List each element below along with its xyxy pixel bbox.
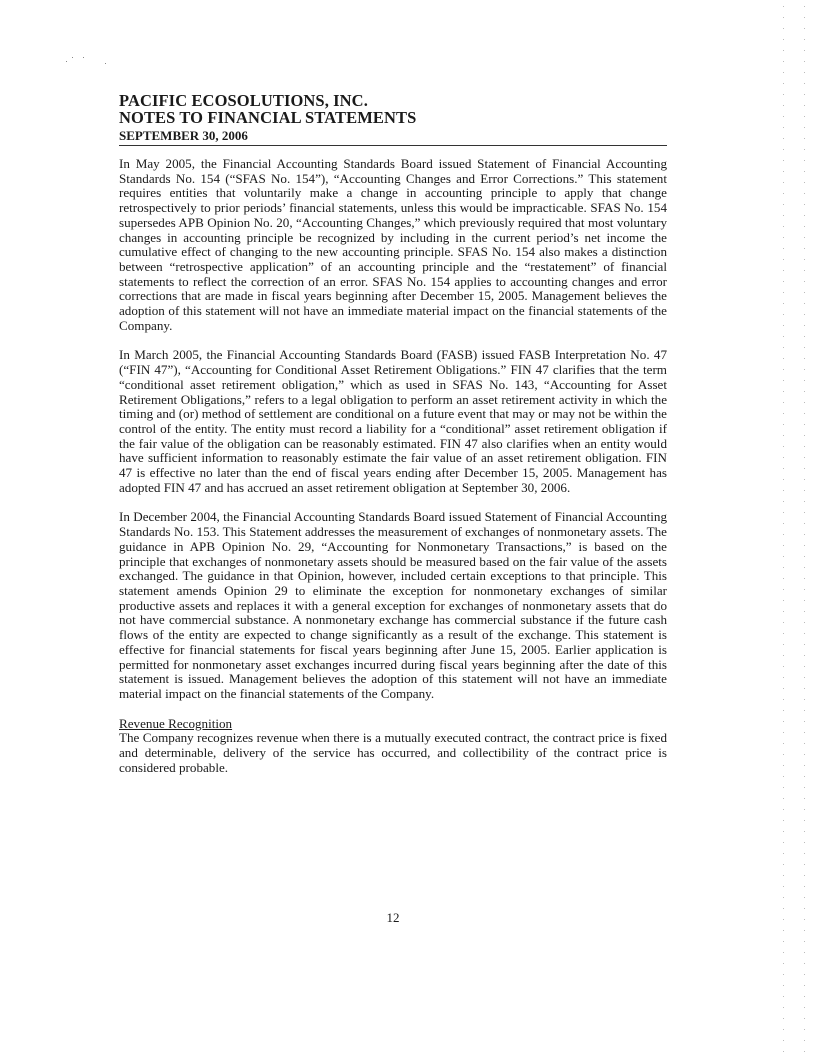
scan-speck <box>72 57 73 58</box>
page-number: 12 <box>386 910 400 925</box>
statement-date: SEPTEMBER 30, 2006 <box>119 128 248 143</box>
section-title-revenue-recognition: Revenue Recognition <box>119 715 233 731</box>
document-page <box>119 91 667 925</box>
scan-speck <box>66 61 67 62</box>
paragraph-sfas-153: In December 2004, the Financial Accounting Standards Board issued Statement of Financial Accounting Standards No. 153. This Statement addresses the measurement of exchanges of nonmonetary assets. The guidance in APB Opinion No. 29, “Accounting for Nonmonetary Transactions,” is based on the principle that exchanges of nonmonetary assets should be measured based on the fair value of the assets exchanged. The guidance in that Opinion, however, included certain exceptions to that principle. This statement amends Opinion 29 to eliminate the exception for nonmonetary exchanges of similar productive assets and replaces it with a general exception for exchanges of nonmonetary assets that do not have commercial substance. A nonmonetary exchange has commercial substance if the future cash flows of the entity are expected to change significantly as a result of the exchange. This statement is effective for financial statements for fiscal years beginning after June 15, 2005. Earlier application is permitted for nonmonetary asset exchanges incurred during fiscal years beginning after the date of this statement is issued. Management believes the adoption of this statement will not have an immediate material impact on the financial statements of the Company. <box>119 509 667 701</box>
company-name: PACIFIC ECOSOLUTIONS, INC. <box>119 91 368 110</box>
paragraph-fin-47: In March 2005, the Financial Accounting Standards Board (FASB) issued FASB Interpretation No. 47 (“FIN 47”), “Accounting for Conditional Asset Retirement Obligations.” FIN 47 clarifies that the term “conditional asset retirement obligation,” which as used in SFAS No. 143, “Accounting for Asset Retirement Obligations,” refers to a legal obligation to perform an asset retirement activity in which the timing and (or) method of settlement are conditional on a future event that may or may not be within the control of the entity. The entity must record a liability for a “conditional” asset retirement obligation if the fair value of the obligation can be reasonably estimated. FIN 47 also clarifies when an entity would have sufficient information to reasonably estimate the fair value of an asset retirement obligation. FIN 47 is effective no later than the end of fiscal years ending after December 15, 2005. Management has adopted FIN 47 and has accrued an asset retirement obligation at September 30, 2006. <box>119 347 667 495</box>
document-title: NOTES TO FINANCIAL STATEMENTS <box>119 108 417 127</box>
paragraph-revenue-recognition: The Company recognizes revenue when there is a mutually executed contract, the contract price is fixed and determinable, delivery of the service has occurred, and collectibility of the contract price is considered probable. <box>119 730 667 775</box>
paragraph-sfas-154: In May 2005, the Financial Accounting Standards Board issued Statement of Financial Accounting Standards No. 154 (“SFAS No. 154”), “Accounting Changes and Error Corrections.” This statement requires entities that voluntarily make a change in accounting principle to apply that change retrospectively to prior periods’ financial statements, unless this would be impracticable. SFAS No. 154 supersedes APB Opinion No. 20, “Accounting Changes,” which previously required that most voluntary changes in accounting principle be recognized by including in the current period’s net income the cumulative effect of changing to the new accounting principle. SFAS No. 154 also makes a distinction between “retrospective application” of an accounting principle and the “restatement” of financial statements to reflect the correction of an error. SFAS No. 154 applies to accounting changes and error corrections that are made in fiscal years beginning after December 15, 2005. Management believes the adoption of this statement will not have an immediate material impact on the financial statements of the Company. <box>119 156 667 333</box>
scan-edge-dots <box>783 0 784 1054</box>
scan-speck <box>83 57 84 58</box>
scan-edge-dots <box>804 0 805 1054</box>
page-header <box>119 92 667 144</box>
header-rule <box>119 145 667 146</box>
scan-speck <box>105 63 106 64</box>
